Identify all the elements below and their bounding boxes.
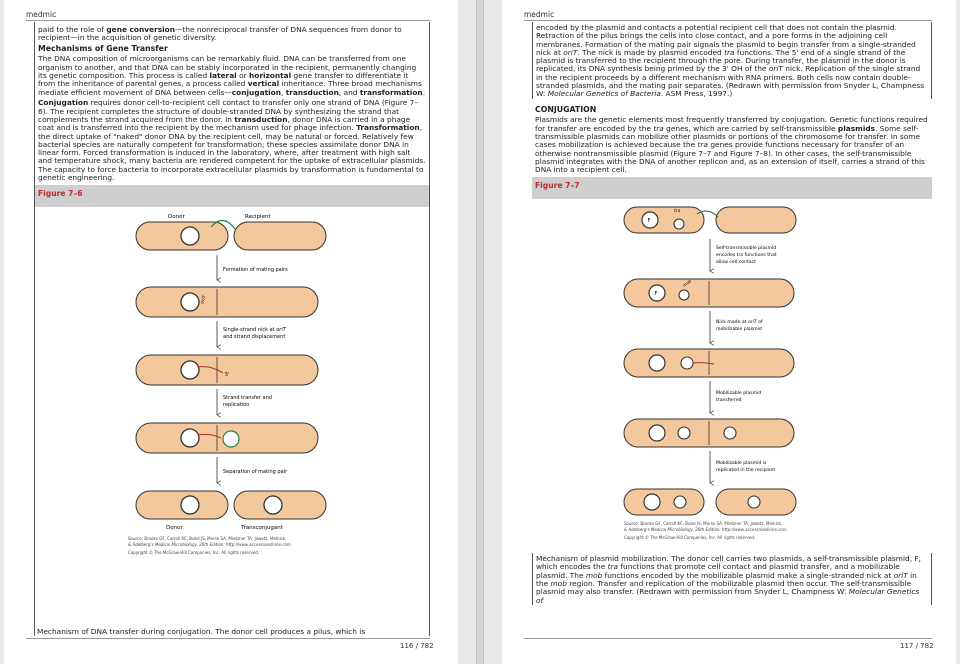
note4-line: Mobilizable plasmid is: [716, 461, 767, 467]
five-prime-label: 5': [225, 371, 230, 378]
note1-line: encodes tra functions that: [716, 253, 777, 259]
note3-line: transferred: [716, 398, 742, 404]
step-nick-label: Single-strand nick at oriT: [223, 326, 286, 333]
note2-line: mobilizable plasmid: [716, 327, 762, 333]
page-number: 116 / 782: [400, 642, 434, 650]
footer-rule: [26, 638, 430, 639]
section-heading: Mechanisms of Gene Transfer: [38, 44, 168, 54]
f-label: F: [647, 218, 651, 225]
body-text: [35, 22, 429, 182]
recipient-cell: [716, 207, 796, 233]
mobilizable-plasmid: [678, 427, 690, 439]
page-number: 117 / 782: [900, 642, 934, 650]
figure-label-bar: [35, 185, 429, 207]
plasmid: [181, 429, 199, 447]
mating-pair-cells: [136, 355, 318, 385]
page-gutter: [476, 0, 484, 664]
plasmid: [181, 496, 199, 514]
step-transfer-label-2: replication: [223, 401, 250, 408]
paragraph: Plasmids are the genetic elements most frequently transferred by conjugation. Genetic functions required for transfer are encoded by the tra genes, which are carried by self-transmissible plasmids. Some self-transmissible plasmids can mobilize other plasmids or portions of the chromosome for transfer. In some cases mobilization is achieved because the tra genes provide functions necessary for transfer of an otherwise nontransmissible plasmid (Figure 7–7 and Figure 7–8). In other cases, the self-transmissible plasmid integrates with the DNA of another replicon and, as an extension of itself, carries a strand of this DNA into a recipient cell.: [535, 115, 928, 175]
text-column: [34, 22, 430, 636]
plasmid: [181, 227, 199, 245]
running-header: medmic: [26, 10, 57, 19]
plasmid: [264, 496, 282, 514]
donor-label: Donor: [168, 213, 185, 220]
recipient-cell: [234, 222, 326, 250]
paragraph: Conjugation requires donor cell-to-recipient cell contact to transfer only one strand of DNA (Figure 7–6). The recipient completes the structure of double-stranded DNA by synthesizing the strand that complements the strand acquired from the donor. In transduction, donor DNA is carried in a phage coat and is transferred into the recipient by the mechanism used for phage infection. Transformation, the direct uptake of "naked" donor DNA by the recipient cell, may be natural or forced. Relatively few bacterial species are naturally competent for transformation; these species assimilate donor DNA in linear form. Forced transformation is induced in the laboratory, where, after treatment with high salt and temperature shock, many bacteria are rendered competent for the uptake of extracellular plasmids. The capacity to force bacteria to incorporate extracellular plasmids by transformation is fundamental to genetic engineering.: [38, 98, 426, 183]
note3-line: Mobilizable plasmid: [716, 391, 762, 397]
left-page: [4, 0, 458, 664]
step-transfer-label: Strand transfer and: [223, 394, 272, 401]
source-line: & Adelberg's Medical Microbiology, 26th Edition: http://www.accessmedicine.com: [128, 541, 291, 547]
step-nick-label-2: and strand displacement: [223, 333, 286, 340]
figure-7-6-diagram: [35, 207, 429, 597]
donor-cell: [624, 489, 704, 515]
section-heading: CONJUGATION: [535, 105, 597, 115]
note4-line: replicated in the recipient: [716, 468, 776, 474]
f-label: F: [654, 291, 658, 298]
running-header: medmic: [524, 10, 555, 19]
recipient-plasmid: [223, 431, 239, 447]
continued-caption: Mechanism of DNA transfer during conjugation. The donor cell produces a pilus, which is: [37, 627, 366, 636]
figure-7-7-diagram: [532, 199, 932, 549]
source-line: Source: Brooks GF, Carroll KC, Butel JS, Morse SA, Mietzner TA: Jawetz, Melnick,: [624, 521, 783, 527]
transconjugant-label: Transconjugant: [241, 524, 283, 531]
header-rule: [26, 20, 430, 21]
copyright-line: Copyright © The McGraw-Hill Companies, Inc. All rights reserved.: [128, 549, 260, 555]
f-plasmid: [644, 494, 660, 510]
figure-label-bar: [532, 177, 932, 199]
step-formation-label: Formation of mating pairs: [223, 266, 288, 273]
mating-pair-cells: [136, 287, 318, 317]
header-rule: [524, 20, 932, 21]
text-column: [532, 22, 932, 636]
orit-label: oriT: [200, 294, 208, 305]
mobilizable-plasmid: [674, 496, 686, 508]
recipient-plasmid: [748, 496, 760, 508]
plasmid: [181, 293, 199, 311]
caption-continued: encoded by the plasmid and contacts a potential recipient cell that does not contain the plasmid. Retraction of the pilus brings the cells into close contact, and a pore forms in the adjoining cell membranes. Formation of the mating pair signals the plasmid to begin transfer from a single-stranded nick at oriT. The nick is made by plasmid encoded tra functions. The 5' end of a single strand of the plasmid is transferred to the recipient through the pore. During transfer, the plasmid in the donor is replicated, its DNA synthesis being primed by the 3' OH of the oriT nick. Replication of the single strand in the recipient proceeds by a different mechanism with RNA primers. Both cells now contain double-stranded plasmids, and the mating pair separates. (Redrawn with permission from Snyder L, Champness W: Molecular Genetics of Bacteria. ASM Press, 1997.): [532, 22, 932, 99]
figure-caption: Mechanism of plasmid mobilization. The donor cell carries two plasmids, a self-transmissible plasmid, F, which encodes the tra functions that promote cell contact and plasmid transfer, and a mobilizable plasmid. The mob functions encoded by the mobilizable plasmid make a single-stranded nick at oriT in the mob region. Transfer and replication of the mobilizable plasmid then occur. The self-transmissible plasmid may also transfer. (Redrawn with permission from Snyder L, Champness W: Molecular Genetics of: [532, 553, 932, 605]
note1-line: Self-transmissible plasmid: [716, 246, 777, 252]
paragraph: paid to the role of gene conversion—the nonreciprocal transfer of DNA sequences from donor to recipient—in the acquisition of genetic diversity.: [38, 25, 402, 43]
plasmid: [181, 361, 199, 379]
donor-cell: [624, 207, 704, 233]
note2-line: Nick made at oriT of: [716, 320, 763, 326]
figure-label: Figure 7–6: [38, 188, 83, 198]
figure-label: Figure 7–7: [535, 181, 580, 191]
copyright-line: Copyright © The McGraw-Hill Companies, Inc. All rights reserved.: [624, 535, 756, 541]
right-page: [502, 0, 956, 664]
f-plasmid: [649, 355, 665, 371]
mobilizable-plasmid: [674, 219, 684, 229]
tra-label: tra: [674, 209, 681, 215]
mob-label: mob: [681, 278, 693, 288]
recipient-plasmid: [724, 427, 736, 439]
step-separation-label: Separation of mating pair: [223, 468, 288, 475]
f-plasmid: [649, 425, 665, 441]
note1-line: allow cell contact: [716, 260, 756, 266]
source-line: & Adelberg's Medical Microbiology, 26th Edition: http://www.accessmedicine.com: [624, 527, 787, 533]
donor-bottom-label: Donor: [166, 524, 183, 531]
paragraph: The DNA composition of microorganisms can be remarkably fluid. DNA can be transferred from one organism to another, and that DNA can be stably incorporated in the recipient, permanently changing its genetic composition. This process is called lateral or horizontal gene transfer to differentiate it from the inheritance of parental genes, a process called vertical inheritance. Three broad mechanisms mediate efficient movement of DNA between cells—conjugation, transduction, and transformation.: [38, 54, 426, 97]
source-line: Source: Brooks GF, Carroll KC, Butel JS, Morse SA, Mietzner TA: Jawetz, Melnick,: [128, 535, 287, 541]
mobilizable-plasmid: [681, 357, 693, 369]
footer-rule: [524, 638, 932, 639]
body-text: [532, 101, 932, 174]
recipient-label: Recipient: [245, 213, 271, 220]
mobilizable-plasmid: [679, 290, 689, 300]
